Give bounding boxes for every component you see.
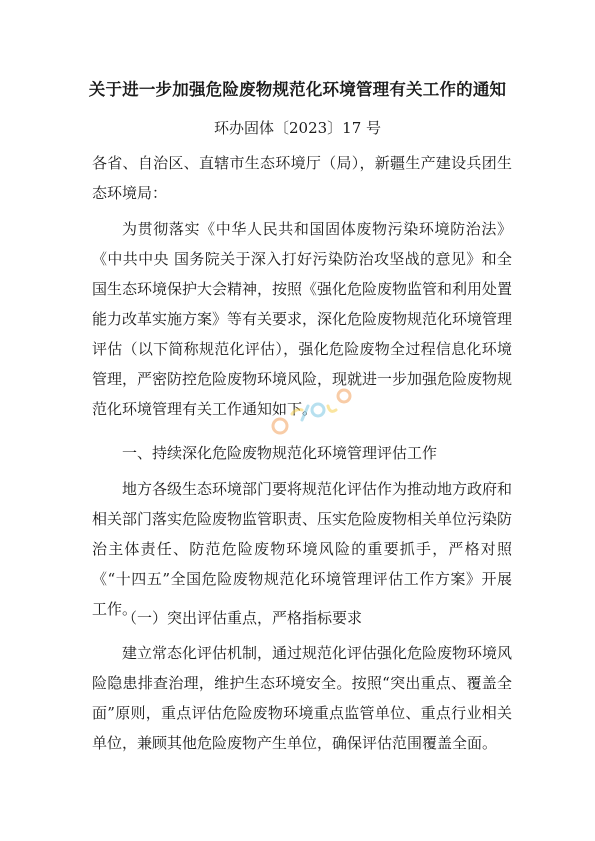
addressee-line: 各省、自治区、直辖市生态环境厅（局），新疆生产建设兵团生态环境局： (92, 154, 512, 202)
paragraph-intro: 为贯彻落实《中华人民共和国固体废物污染环境防治法》《中共中央 国务院关于深入打好污染防治攻坚战的意见》和全国生态环境保护大会精神，按照《强化危险废物监管和利用处置能力改革实施方案》等有关要求，深化危险废物规范化环境管理评估（以下简称规范化评估），强化危险废物全过程信息化环境管理，严密防控危险废物环境风险，现就进一步加强危险废物规范化环境管理有关工作通知如下。 (92, 220, 513, 418)
paragraph-subsection-1: 建立常态化评估机制，通过规范化评估强化危险废物环境风险隐患排查治理，维护生态环境安全。按照“突出重点、覆盖全面”原则，重点评估危险废物环境重点监管单位、重点行业相关单位，兼顾其他危险废物产生单位，确保评估范围覆盖全面。 (92, 644, 513, 752)
document-title: 关于进一步加强危险废物规范化环境管理有关工作的通知 (88, 80, 507, 99)
subsection-heading-1: （一）突出评估重点，严格指标要求 (122, 609, 363, 627)
paragraph-section-1: 地方各级生态环境部门要将规范化评估作为推动地方政府和相关部门落实危险废物监管职责、压实危险废物相关单位污染防治主体责任、防范危险废物环境风险的重要抓手，严格对照《“十四五”全国危险废物规范化环境管理评估工作方案》开展工作。 (92, 480, 513, 618)
section-heading-1: 一、持续深化危险废物规范化环境管理评估工作 (122, 444, 438, 462)
document-number: 环办固体〔2023〕17 号 (213, 119, 382, 137)
